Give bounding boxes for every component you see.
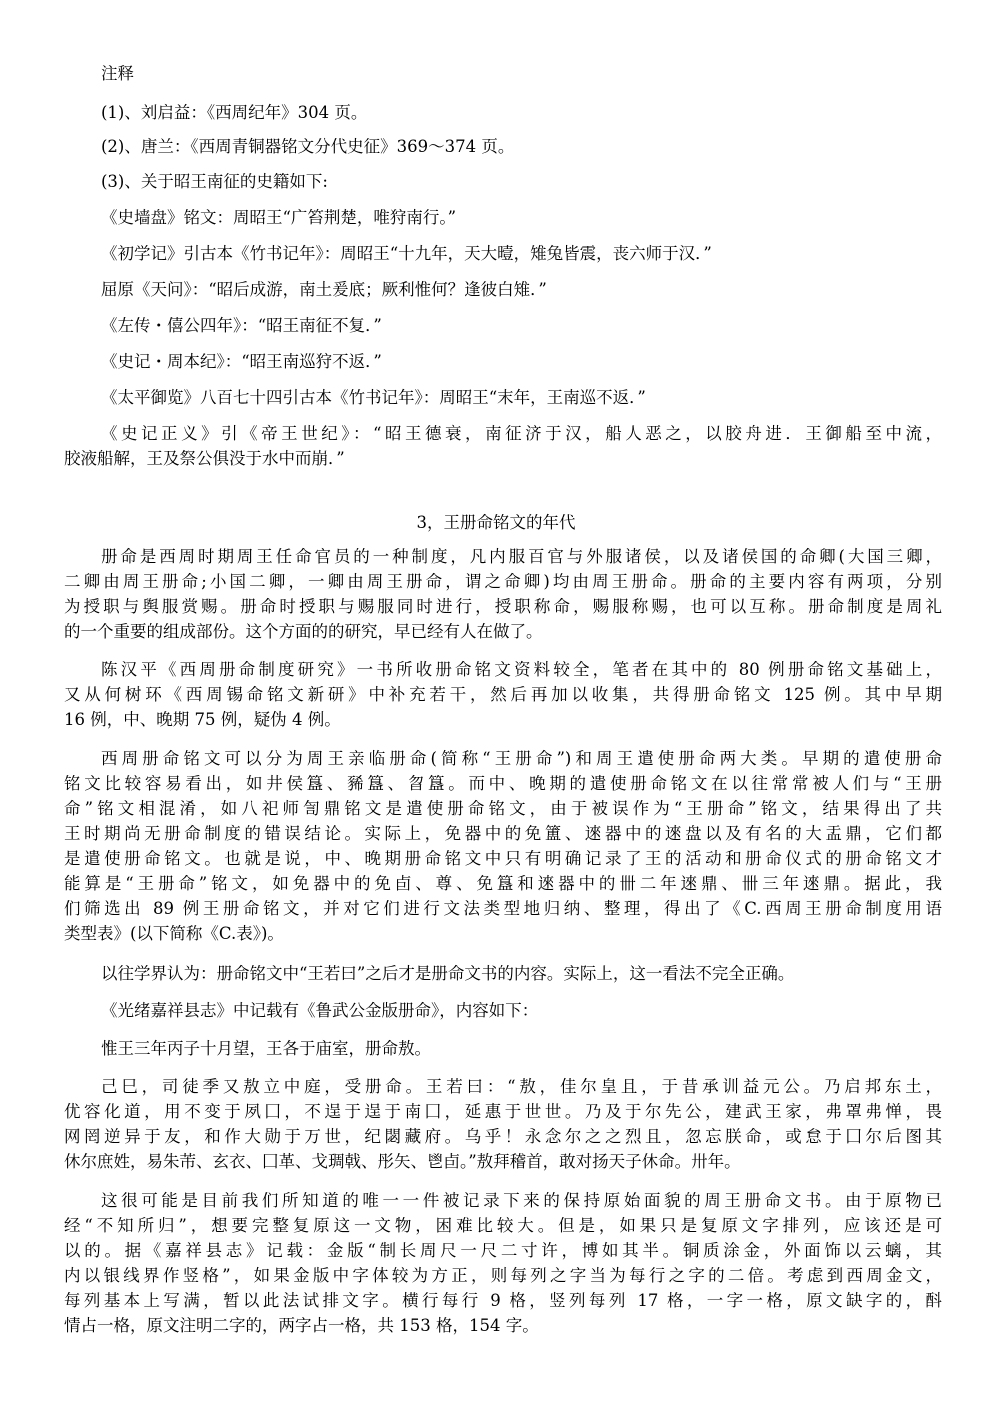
paragraph-line: 是遣使册命铭文。也就是说，中、晚期册命铭文中只有明确记录了王的活动和册命仪式的册命铭文才 [64, 849, 942, 868]
paragraph-line: 经“不知所归”，想要完整复原这一文物，困难比较大。但是，如果只是复原文字排列，应该还是可 [64, 1216, 942, 1235]
note-item-continuation: 胶液船解，王及祭公俱没于水中而崩．” [64, 449, 345, 468]
paragraph-line: 王时期尚无册命制度的错误结论。实际上，免器中的免簠、逨器中的逨盘以及有名的大盂鼎，它们都 [64, 824, 942, 843]
paragraph-line: 西周册命铭文可以分为周王亲临册命(简称“王册命”)和周王遣使册命两大类。早期的遣使册命 [101, 749, 942, 768]
section-title: 3，王册命铭文的年代 [416, 513, 576, 532]
paragraph-line: 优容化道，用不变于夙囗，不逞于逞于南囗，延惠于世世。乃及于尔先公，建武王家，弗罩弗惮，畏 [64, 1102, 942, 1121]
paragraph-line: 情占一格，原文注明二字的，两字占一格，共 153 格，154 字。 [64, 1316, 539, 1335]
paragraph-line: 《光绪嘉祥县志》中记载有《鲁武公金版册命》，内容如下： [101, 1001, 539, 1020]
paragraph-line: 为授职与舆服赏赐。册命时授职与赐服同时进行，授职称命，赐服称赐，也可以互称。册命制度是周礼 [64, 597, 942, 616]
paragraph-line: 铭文比较容易看出，如井侯簋、豨簋、曶簋。而中、晚期的遣使册命铭文在以往常常被人们与“王册 [64, 774, 942, 793]
paragraph-line: 册命是西周时期周王任命官员的一种制度，凡内服百官与外服诸侯，以及诸侯国的命卿(大国三卿， [101, 547, 942, 566]
paragraph-line: 的一个重要的组成部份。这个方面的的研究，早已经有人在做了。 [64, 622, 543, 641]
note-item: 《太平御览》八百七十四引古本《竹书记年》：周昭王“末年，王南巡不返．” [101, 388, 646, 407]
paragraph-line: 内以银线界作竖格”，如果金版中字体较为方正，则每列之字当为每行之字的二倍。考虑到西周金文， [64, 1266, 942, 1285]
paragraph-line: 网罔逆异于友，和作大勋于万世，纪閟藏府。乌乎！永念尔之之烈且，忽忘朕命，或怠于囗尔后图其 [64, 1127, 942, 1146]
notes-heading: 注释 [101, 64, 134, 83]
paragraph-line: 二卿由周王册命;小国二卿，一卿由周王册命，谓之命卿)均由周王册命。册命的主要内容有两项，分别 [64, 572, 942, 591]
paragraph-line: 类型表》(以下简称《C.表》)。 [64, 924, 284, 943]
paragraph-line: 以往学界认为：册命铭文中“王若曰”之后才是册命文书的内容。实际上，这一看法不完全正确。 [101, 964, 795, 983]
paragraph-line: 惟王三年丙子十月望，王各于庙室，册命敖。 [101, 1039, 431, 1058]
note-item: (2)、唐兰：《西周青铜器铭文分代史征》369～374 页。 [101, 137, 515, 156]
note-item: 《史记・周本纪》：“昭王南巡狩不返．” [101, 352, 382, 371]
note-item: 《初学记》引古本《竹书记年》：周昭王“十九年，天大曀，雉兔皆震，丧六师于汉．” [101, 244, 712, 263]
note-item: 《史墙盘》铭文：周昭王“广笞荆楚，唯狩南行。” [101, 208, 457, 227]
paragraph-line: 休尔庶姓，易朱芾、玄衣、囗革、戈琱戟、彤矢、鬯卣。”敖拜稽首，敢对扬天子休命。卅年。 [64, 1152, 741, 1171]
note-item: 《史记正义》引《帝王世纪》：“昭王德衰，南征济于汉，船人恶之，以胶舟进．王御船至中流， [101, 424, 942, 443]
paragraph-line: 命”铭文相混淆，如八祀师訇鼎铭文是遣使册命铭文，由于被误作为“王册命”铭文，结果得出了共 [64, 799, 942, 818]
paragraph-line: 己巳，司徒季又敖立中庭，受册命。王若曰：“敖，佳尔皇且，于昔承训益元公。乃启邦东土， [101, 1077, 942, 1096]
note-item: 屈原《天问》：“昭后成游，南土爰底；厥利惟何？逢彼白雉．” [101, 280, 547, 299]
paragraph-line: 陈汉平《西周册命制度研究》一书所收册命铭文资料较全，笔者在其中的 80 例册命铭文基础上， [101, 660, 942, 679]
paragraph-line: 们筛选出 89 例王册命铭文，并对它们进行文法类型地归纳、整理，得出了《C.西周王册命制度用语 [64, 899, 942, 918]
paragraph-line: 这很可能是目前我们所知道的唯一一件被记录下来的保持原始面貌的周王册命文书。由于原物已 [101, 1191, 942, 1210]
note-item: (1)、刘启益：《西周纪年》304 页。 [101, 103, 368, 122]
paragraph-line: 每列基本上写满，暂以此法试排文字。横行每行 9 格，竖列每列 17 格，一字一格，原文缺字的，酙 [64, 1291, 942, 1310]
paragraph-line: 能算是“王册命”铭文，如免器中的免卣、尊、免簋和逨器中的卌二年逨鼎、卌三年逨鼎。据此，我 [64, 874, 942, 893]
paragraph-line: 又从何树环《西周锡命铭文新研》中补充若干，然后再加以收集，共得册命铭文 125 例。其中早期 [64, 685, 942, 704]
paragraph-line: 16 例，中、晚期 75 例，疑伪 4 例。 [64, 710, 341, 729]
note-item: (3)、关于昭王南征的史籍如下: [101, 172, 328, 191]
note-item: 《左传・僖公四年》：“昭王南征不复．” [101, 316, 382, 335]
paragraph-line: 以的。据《嘉祥县志》记载：金版“制长周尺一尺二寸许，博如其半。铜质涂金，外面饰以云螭，其 [64, 1241, 942, 1260]
